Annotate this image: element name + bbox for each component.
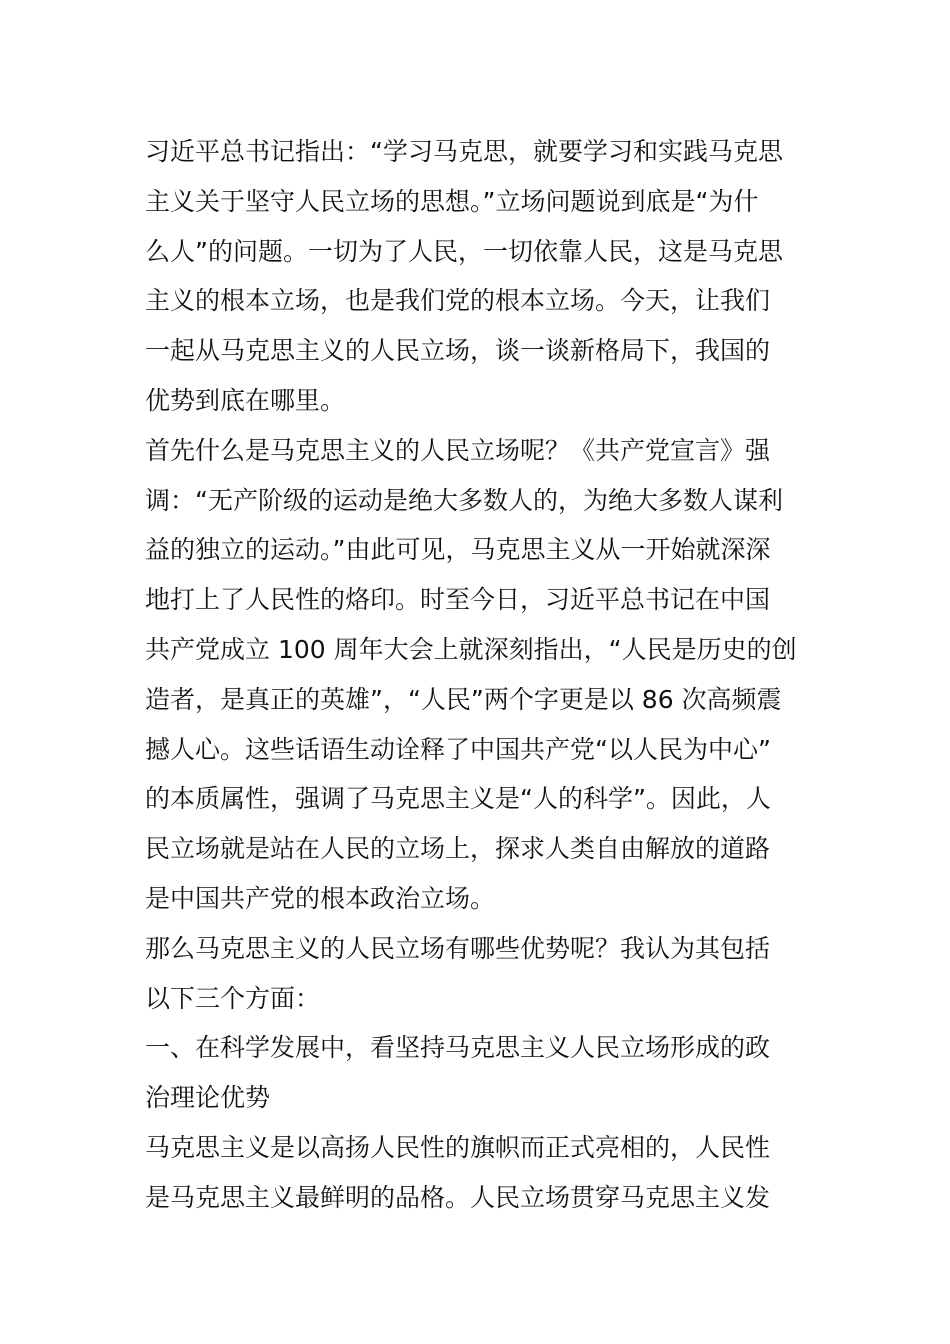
text-line: 一起从马克思主义的人民立场，谈一谈新格局下，我国的: [145, 336, 771, 366]
text-line: 撼人心。这些话语生动诠释了中国共产党“以人民为中心”: [145, 734, 771, 764]
section-heading-line: 一、在科学发展中，看坚持马克思主义人民立场形成的政: [145, 1033, 771, 1063]
text-line: 马克思主义是以高扬人民性的旗帜而正式亮相的，人民性: [145, 1132, 771, 1162]
text-line: 以下三个方面：: [145, 983, 321, 1013]
text-line: 那么马克思主义的人民立场有哪些优势呢？我认为其包括: [145, 933, 771, 963]
body-text: [145, 127, 809, 1223]
text-line: 么人”的问题。一切为了人民，一切依靠人民，这是马克思: [145, 236, 783, 266]
text-line: 首先什么是马克思主义的人民立场呢？《共产党宣言》强: [145, 435, 771, 465]
text-line: 民立场就是站在人民的立场上，探求人类自由解放的道路: [145, 834, 771, 864]
text-line: 习近平总书记指出：“学习马克思，就要学习和实践马克思: [145, 137, 783, 166]
text-line: 共产党成立 100 周年大会上就深刻指出，“人民是历史的创: [145, 634, 797, 664]
text-line: 主义的根本立场，也是我们党的根本立场。今天，让我们: [145, 286, 771, 316]
text-line: 益的独立的运动。”由此可见，马克思主义从一开始就深深: [145, 535, 771, 565]
text-line: 是中国共产党的根本政治立场。: [145, 883, 496, 913]
text-line: 的本质属性，强调了马克思主义是“人的科学”。因此，人: [145, 784, 771, 814]
section-heading-line: 治理论优势: [145, 1083, 271, 1113]
text-line: 主义关于坚守人民立场的思想。”立场问题说到底是“为什: [145, 186, 759, 216]
text-line: 造者，是真正的英雄”，“人民”两个字更是以 86 次高频震: [145, 684, 782, 714]
text-line: 地打上了人民性的烙印。时至今日，习近平总书记在中国: [145, 585, 771, 615]
text-line: 调：“无产阶级的运动是绝大多数人的，为绝大多数人谋利: [145, 485, 783, 515]
text-line: 是马克思主义最鲜明的品格。人民立场贯穿马克思主义发: [145, 1182, 771, 1212]
text-line: 优势到底在哪里。: [145, 385, 346, 415]
